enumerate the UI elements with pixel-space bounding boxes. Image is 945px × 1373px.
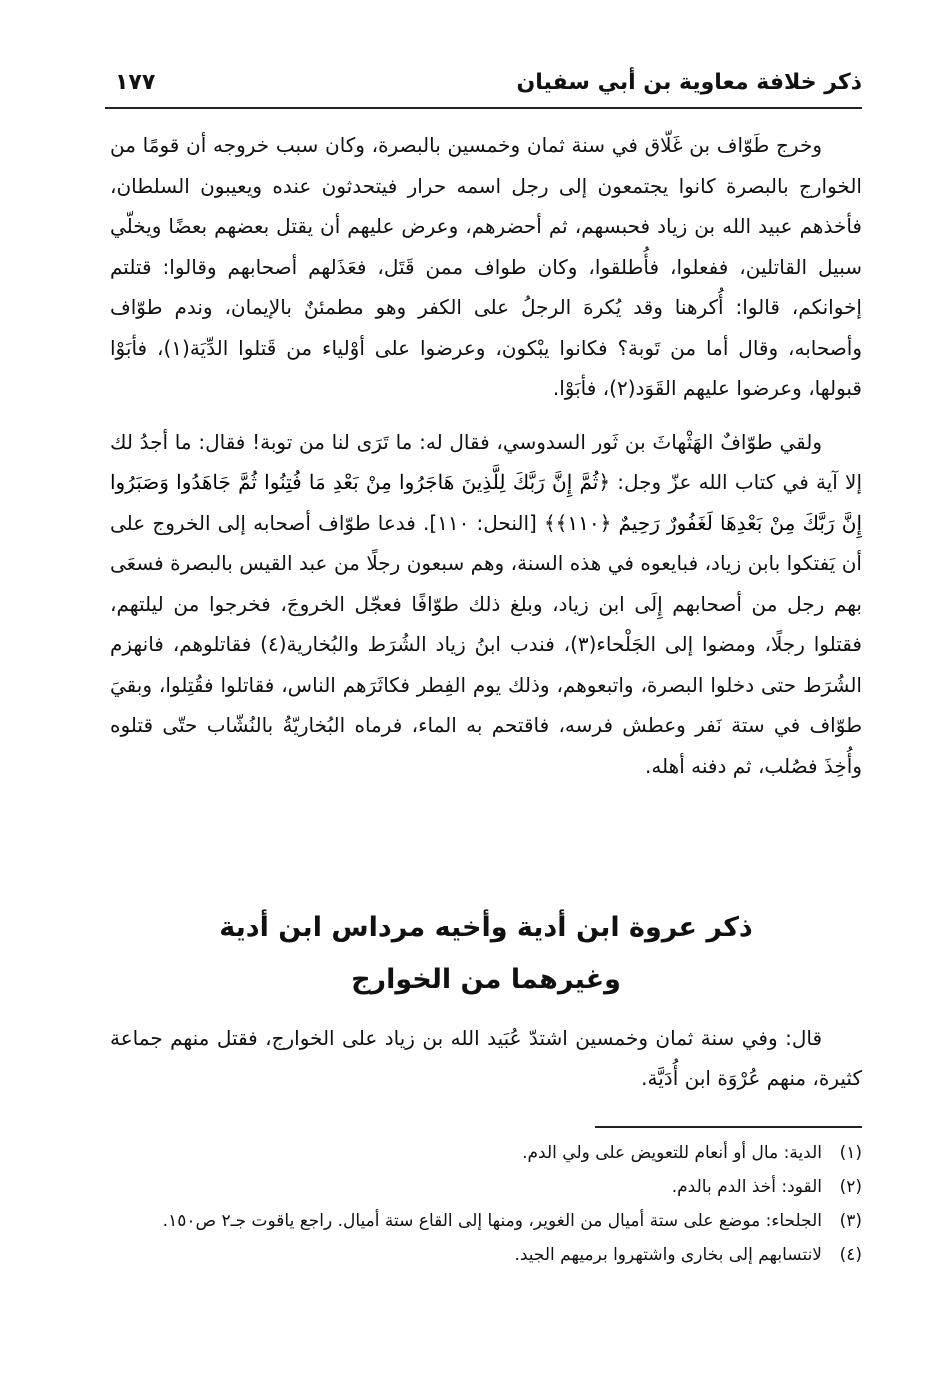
footnote-rule: [595, 1126, 862, 1128]
footnote-number: (٤): [839, 1245, 862, 1265]
header-rule: [105, 107, 862, 109]
footnote-text: الدية: مال أو أنعام للتعويض على ولي الدم.: [522, 1143, 822, 1163]
footnote-2: [110, 1172, 862, 1202]
paragraph-2-intro: ولقي طوّافٌ الهَثْهاثَ بن ثَور السدوسي، فقال له: ما تَرَى لنا من توبة! فقال: ما أجدُ لك إلا آية في كتاب الله عزّ وجل:: [110, 429, 862, 494]
running-title: ذكر خلافة معاوية بن أبي سفيان: [516, 70, 862, 95]
footnote-number: (٣): [839, 1211, 862, 1231]
page-number: ١٧٧: [115, 70, 156, 95]
footnote-text: الجلحاء: موضع على ستة أميال من الغوير، ومنها إلى القاع ستة أميال. راجع ياقوت جـ٢ ص١٥٠.: [162, 1211, 822, 1231]
section-title-line-1: ذكر عروة ابن أدية وأخيه مرداس ابن أدية: [219, 912, 753, 943]
footnote-number: (١): [839, 1143, 862, 1163]
quran-verse: ﴿ثُمَّ إِنَّ رَبَّكَ لِلَّذِينَ هَاجَرُوا مِنْ بَعْدِ مَا فُتِنُوا ثُمَّ جَاهَدُوا وَصَبَرُوا إِنَّ رَبَّكَ مِنْ بَعْدِهَا لَغَفُورٌ رَحِيمٌ ﴿١١٠﴾﴾: [110, 470, 862, 535]
paragraph-3: قال: وفي سنة ثمان وخمسين اشتدّ عُبَيد الله بن زياد على الخوارج، فقتل منهم جماعة كثيرة، منهم عُرْوَة ابن أُدَيَّة.: [110, 1026, 862, 1090]
footnote-3: [110, 1206, 862, 1236]
section-title-line-2: وغيرهما من الخوارج: [351, 964, 621, 995]
footnote-number: (٢): [839, 1177, 862, 1197]
paragraph-1: وخرج طَوّاف بن غَلّاق في سنة ثمان وخمسين بالبصرة، وكان سبب خروجه أن قومًا من الخوارج بالبصرة كانوا يجتمعون إلى رجل اسمه حرار فيتحدثون عنده ويعيبون السلطان، فأخذهم عبيد الله بن زياد فحبسهم، ثم أحضرهم، وعرض عليهم أن يقتل بعضهم بعضًا ويخلّي سبيل القاتلين، ففعلوا، فأُطلقوا، وكان طواف ممن قَتَل، فعَذَلهم أصحابهم وقالوا: قتلتم إخوانكم، قالوا: أُكرهنا وقد يُكرهَ الرجلُ على الكفر وهو مطمئنٌ بالإيمان، وندم طوّاف وأصحابه، وقال أما من تَوبة؟ فكانوا يبْكون، وعرضوا على أوْلياء من قَتلوا الدِّيَة(١)، فأبَوْا قبولها، وعرضوا عليهم القَوَد(٢)، فأبَوْا.: [110, 133, 862, 400]
footnote-4: [110, 1240, 862, 1270]
page-header: [105, 62, 862, 102]
section-title: [110, 902, 862, 1006]
main-text: [110, 125, 862, 786]
footnote-1: [110, 1138, 862, 1168]
footnote-text: لانتسابهم إلى بخارى واشتهروا برميهم الجيد.: [514, 1245, 822, 1265]
footnotes: [110, 1138, 862, 1274]
footnote-text: القود: أخذ الدم بالدم.: [671, 1177, 822, 1197]
paragraph-2: [110, 422, 862, 787]
paragraph-2-body: [النحل: ١١٠]. فدعا طوّاف أصحابه إلى الخروج على أن يَفتكوا بابن زياد، فبايعوه في هذه السنة، وهم سبعون رجلًا من عبد القيس بالبصرة فسعَى بهم رجل من أصحابهم إِلَى ابن زياد، وبلغ ذلك طوّافًا فعجّل الخروجَ، فخرجوا من ليلتهم، فقتلوا رجلًا، ومضوا إلى الجَلْحاء(٣)، فندب ابنُ زياد الشُرَط والبُخارية(٤) فقاتلوهم، فانهزم الشُرَط حتى دخلوا البصرة، واتبعوهم، وذلك يوم الفِطر فكاثَرَهم الناس، فقاتلوا فقُتِلوا، وبقيَ طوّاف في ستة نَفر وعطش فرسه، فاقتحم به الماء، فرماه البُخاريّةُ بالنُشّاب حتّى قتلوه وأُخِذَ فصُلب، ثم دفنه أهله.: [110, 510, 862, 778]
